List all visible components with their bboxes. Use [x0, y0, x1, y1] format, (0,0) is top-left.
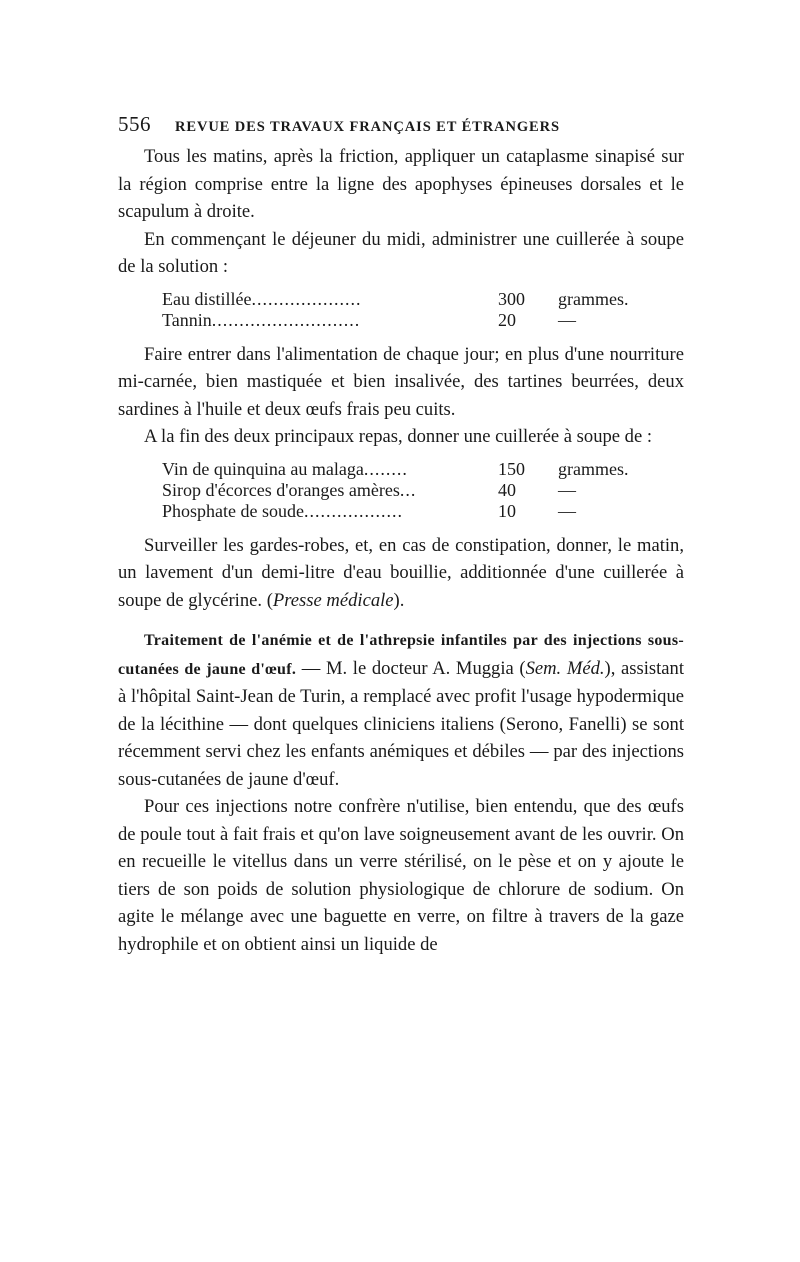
- paragraph-repas: A la fin des deux principaux repas, donner une cuillerée à soupe de :: [144, 426, 653, 447]
- ingredient-name: Sirop d'écorces d'oranges amères: [162, 479, 400, 500]
- ingredient-name: Tannin: [162, 309, 212, 330]
- paragraph-friction: Tous les matins, après la friction, appliquer un cataplasme sinapisé sur la région comprise entre la ligne des apophyses épineuses dorsales et le scapulum à droite.: [118, 146, 684, 222]
- leader-dots: ........: [363, 458, 408, 479]
- paragraph-dejeuner: En commençant le déjeuner du midi, administrer une cuillerée à soupe de la solution :: [118, 228, 684, 277]
- ingredient-quantity: 20: [498, 309, 516, 330]
- leader-dots: ...........................: [211, 309, 361, 330]
- formula-vin: [162, 459, 684, 522]
- ingredient-unit: grammes.: [558, 288, 629, 309]
- ingredient-quantity: 40: [498, 479, 516, 500]
- article-heading: Traitement de l'anémie et de l'athrepsie infantiles par des injections sous-cutanées de jaune d'œuf.: [118, 632, 684, 678]
- paragraph-traitement: [118, 626, 684, 793]
- formula-row: [162, 501, 684, 522]
- paragraph-text: Surveiller les gardes-robes, et, en cas de constipation, donner, le matin, un lavement d'un demi-litre d'eau bouillie, additionnée d'une cuillerée à soupe de glycérine. (: [118, 534, 684, 611]
- ingredient-name: Eau distillée: [162, 288, 252, 309]
- ingredient-unit: —: [558, 309, 576, 330]
- source-citation: Sem. Méd.: [525, 657, 605, 679]
- page-number: 556: [118, 112, 151, 136]
- leader-dots: ....................: [251, 288, 362, 309]
- paragraph-text: — M. le docteur A. Muggia (: [296, 657, 526, 679]
- running-head: [118, 112, 684, 137]
- ingredient-name: Phosphate de soude: [162, 500, 304, 521]
- ingredient-quantity: 300: [498, 288, 525, 309]
- ingredient-unit: grammes.: [558, 458, 629, 479]
- ingredient-quantity: 10: [498, 500, 516, 521]
- formula-row: [162, 480, 684, 501]
- ingredient-unit: —: [558, 479, 576, 500]
- ingredient-name: Vin de quinquina au malaga: [162, 458, 364, 479]
- formula-solution: [162, 289, 684, 331]
- paragraph-alimentation: Faire entrer dans l'alimentation de chaque jour; en plus d'une nourriture mi-carnée, bien mastiquée et bien insalivée, des tartines beurrées, deux sardines à l'huile et deux œufs frais peu cuits.: [118, 343, 684, 420]
- ingredient-quantity: 150: [498, 458, 525, 479]
- leader-dots: ..................: [303, 500, 403, 521]
- running-title: REVUE DES TRAVAUX FRANÇAIS ET ÉTRANGERS: [175, 119, 560, 135]
- ingredient-unit: —: [558, 500, 576, 521]
- formula-row: [162, 310, 684, 331]
- formula-row: [162, 289, 684, 310]
- paragraph-text-end: ).: [393, 589, 405, 611]
- paragraph-injections: Pour ces injections notre confrère n'utilise, bien entendu, que des œufs de poule tout à fait frais et qu'on lave soigneusement avant de les ouvrir. On en recueille le vitellus dans un verre stérilisé, on le pèse et on y ajoute le tiers de son poids de solution physiologique de chlorure de sodium. On agite le mélange avec une baguette en verre, on filtre à travers de la gaze hydrophile et on obtient ainsi un liquide de: [118, 796, 684, 955]
- formula-row: [162, 459, 684, 480]
- leader-dots: ...: [399, 479, 417, 500]
- page: [118, 112, 684, 958]
- paragraph-surveiller: [118, 532, 684, 615]
- paragraph-text-end: ), assistant à l'hôpital Saint-Jean de Turin, a remplacé avec profit l'usage hypodermique de la lécithine — dont quelques cliniciens italiens (Serono, Fanelli) se sont récemment servi chez les enfants anémiques et débiles — par des injections sous-cutanées de jaune d'œuf.: [118, 657, 685, 790]
- source-citation: Presse médicale: [272, 589, 394, 611]
